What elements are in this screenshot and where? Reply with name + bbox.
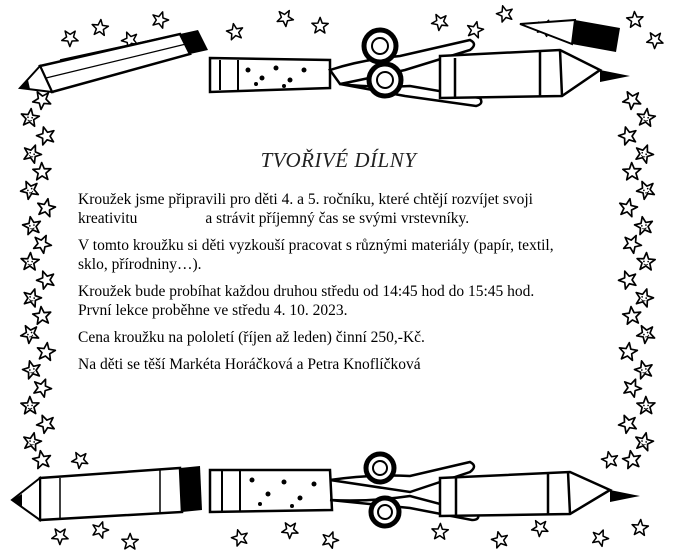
star-icon [429, 11, 451, 32]
paragraph-schedule-line1: Kroužek bude probíhat každou druhou středu od 14:45 hod do 15:45 hod. [78, 283, 535, 300]
paragraph-intro-line1: Kroužek jsme připravili pro děti 4. a 5. ročníku, které chtějí rozvíjet svoji [78, 191, 533, 208]
paragraph-intro-line2b: a strávit příjemný čas se svými vrstevníky. [205, 210, 470, 227]
star-icon [495, 4, 515, 23]
star-icon [18, 178, 42, 201]
star-icon [18, 321, 42, 345]
star-icon [35, 124, 57, 145]
paragraph-price [78, 328, 623, 347]
star-icon [633, 215, 654, 235]
star-icon [20, 108, 40, 127]
star-icon [21, 359, 43, 380]
star-icon [633, 286, 655, 308]
star-icon [312, 17, 329, 33]
paragraph-organizers-line1: Na děti se těší Markéta Horáčková a Petra Knoflíčková [78, 356, 421, 373]
paragraph-intro [78, 190, 623, 228]
star-icon [36, 197, 57, 217]
star-icon [633, 359, 655, 380]
star-icon [69, 449, 91, 470]
star-icon [34, 412, 57, 435]
star-icon [621, 449, 642, 469]
star-icon [617, 124, 639, 145]
star-icon [21, 286, 43, 308]
star-icon [21, 431, 42, 452]
star-icon [36, 341, 56, 360]
star-icon [225, 22, 244, 40]
paragraph-materials-line1: V tomto kroužku si děti vyzkouší pracovat s různými materiály (papír, textil, [78, 237, 554, 254]
star-icon [21, 396, 39, 413]
paragraph-price-line1: Cena kroužku na pololetí (říjen až leden) činní 250,-Kč. [78, 329, 425, 346]
paragraph-materials [78, 236, 623, 274]
bottom-crayon-left-icon [210, 470, 332, 512]
star-icon [636, 108, 656, 127]
paragraph-intro-line2a: kreativitu [78, 210, 138, 227]
star-icon [48, 524, 70, 546]
star-icon [320, 529, 341, 549]
star-icon [637, 396, 655, 413]
star-icon [622, 306, 642, 325]
star-icon [58, 26, 80, 48]
star-icon [150, 9, 170, 29]
star-icon [31, 449, 52, 469]
star-icon [274, 7, 296, 29]
star-icon [465, 20, 484, 39]
star-icon [122, 533, 139, 549]
paragraph-schedule-line2: První lekce proběhne ve středu 4. 10. 2023. [78, 302, 348, 319]
top-crayon-left-icon [210, 58, 330, 92]
star-icon [230, 528, 250, 547]
top-crayon-right-icon [440, 50, 630, 98]
star-icon [600, 450, 619, 469]
star-icon [631, 519, 649, 536]
paragraph-organizers [78, 355, 623, 374]
page-title: TVOŘIVÉ DÍLNY [260, 148, 417, 172]
star-icon [21, 215, 42, 235]
star-icon [637, 252, 656, 270]
star-icon [21, 252, 40, 270]
paragraph-schedule [78, 282, 623, 320]
star-icon [634, 178, 658, 201]
star-icon [643, 28, 665, 50]
star-icon [31, 232, 55, 255]
bottom-pencil-left-icon [12, 466, 202, 520]
star-icon [626, 11, 643, 28]
top-pencil-right-icon [520, 20, 620, 52]
star-icon [529, 516, 551, 538]
star-icon [90, 519, 110, 539]
star-icon [590, 527, 611, 547]
paragraph-materials-line2: sklo, přírodniny…). [78, 256, 202, 273]
star-icon [616, 412, 639, 435]
star-icon [32, 306, 52, 325]
star-icon [278, 518, 300, 540]
bottom-crayon-right-icon [440, 472, 640, 516]
star-icon [619, 87, 643, 111]
star-icon [431, 523, 448, 539]
star-icon [34, 268, 57, 290]
star-icon [633, 431, 654, 452]
top-pencil-left-icon [20, 30, 208, 92]
star-icon [31, 376, 54, 399]
star-icon [91, 19, 109, 36]
document-body [78, 190, 623, 382]
star-icon [490, 530, 510, 549]
star-icon [634, 321, 658, 345]
